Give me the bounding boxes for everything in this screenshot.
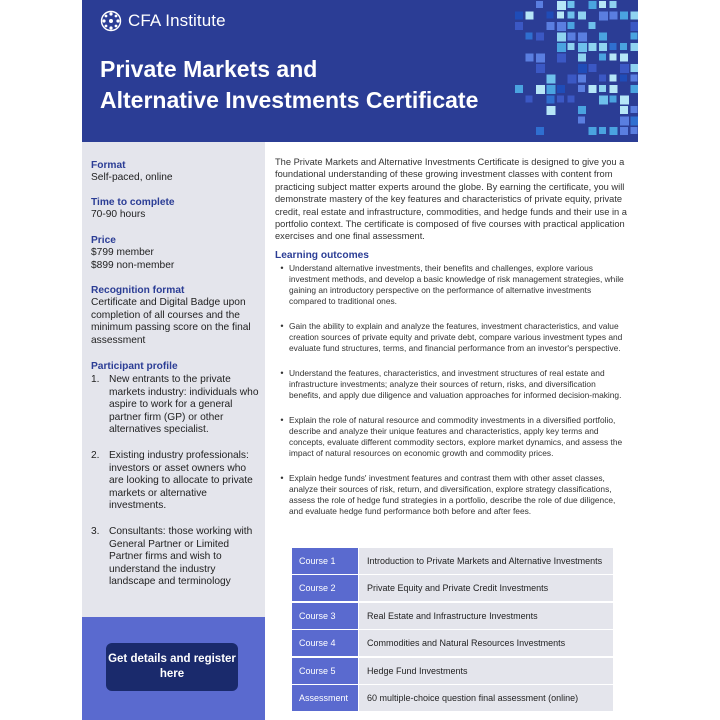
- mosaic-tile: [568, 22, 575, 29]
- list-item: 3. Consultants: those working with General Partner or Limited Partner firms and wish to understand the industry landscape and terminology: [91, 525, 253, 588]
- globe-logo-icon: [100, 10, 122, 32]
- mosaic-tile: [547, 96, 555, 104]
- mosaic-tile: [599, 96, 608, 105]
- list-item: • Explain the role of natural resource and commodity investments in a diversified portfolio, describe and analyze their unique features and characteristics, apply key terms and concepts, evaluate different commodity sectors, explore market dynamics, and assess the impact of natural resources on economic growth and commodity prices.: [275, 415, 627, 459]
- mosaic-tile: [620, 96, 629, 105]
- time-block: [91, 196, 259, 222]
- mosaic-tile: [631, 22, 639, 31]
- mosaic-tile: [620, 106, 628, 114]
- recognition-block: [91, 284, 259, 347]
- mosaic-tile: [557, 43, 566, 52]
- mosaic-tile: [578, 64, 587, 73]
- profile-label: Participant profile: [91, 361, 178, 372]
- bullet-icon: •: [280, 472, 284, 483]
- mosaic-tile: [557, 22, 566, 31]
- mosaic-tile: [610, 1, 617, 8]
- title-line-1: Private Markets and: [100, 56, 318, 82]
- mosaic-tile: [578, 117, 585, 124]
- bullet-icon: •: [280, 320, 284, 331]
- mosaic-tile: [631, 64, 639, 72]
- list-item: • Gain the ability to explain and analyze the features, investment characteristics, and value creation sources of private equity and private debt, compare various investment types and evaluate fund structures, terms, and financial performance from an investor's perspective.: [275, 321, 627, 354]
- mosaic-tile: [515, 22, 523, 30]
- mosaic-tile: [515, 85, 523, 93]
- mosaic-tile: [547, 85, 556, 94]
- title-line-2: Alternative Investments Certificate: [100, 87, 479, 113]
- main-content: [275, 156, 627, 531]
- mosaic-tile: [589, 43, 597, 51]
- mosaic-tile: [536, 64, 545, 73]
- mosaic-tile: [631, 12, 639, 20]
- mosaic-tile: [578, 43, 587, 52]
- table-row: Course 5 Hedge Fund Investments: [292, 658, 613, 685]
- mosaic-tile: [589, 64, 597, 72]
- mosaic-tile: [631, 75, 638, 82]
- mosaic-tile: [631, 85, 639, 93]
- mosaic-tile: [620, 54, 628, 62]
- mosaic-tile: [610, 54, 617, 61]
- mosaic-tile: [568, 1, 575, 8]
- mosaic-tile: [610, 127, 618, 135]
- mosaic-tile: [557, 33, 566, 42]
- page-title: [100, 54, 540, 116]
- mosaic-tile: [599, 1, 606, 8]
- mosaic-tile: [536, 127, 544, 135]
- mosaic-tile: [610, 96, 617, 103]
- learning-outcomes-heading: Learning outcomes: [275, 249, 369, 261]
- mosaic-tile: [557, 12, 564, 19]
- profile-list: [91, 374, 259, 589]
- mosaic-tile: [557, 54, 566, 63]
- mosaic-tile: [610, 75, 617, 82]
- mosaic-tile: [599, 75, 606, 82]
- format-block: [91, 159, 259, 185]
- recognition-value: Certificate and Digital Badge upon completion of all courses and the minimum passing score on the final assessment: [91, 297, 251, 346]
- mosaic-tile: [568, 96, 575, 103]
- mosaic-tile: [526, 12, 534, 20]
- mosaic-tile: [589, 22, 596, 29]
- mosaic-tile: [578, 54, 586, 62]
- mosaic-tile: [557, 85, 565, 93]
- mosaic-tile: [631, 117, 639, 126]
- list-item: 2. Existing industry professionals: investors or asset owners who are looking to allocate to private markets or alternative investments.: [91, 449, 253, 512]
- bullet-icon: •: [280, 414, 284, 425]
- table-row: Course 2 Private Equity and Private Credit Investments: [292, 575, 613, 602]
- table-row: Assessment 60 multiple-choice question final assessment (online): [292, 685, 613, 712]
- mosaic-tile: [599, 127, 606, 134]
- mosaic-tile: [557, 1, 566, 10]
- mosaic-tile: [631, 43, 639, 51]
- list-item: • Explain hedge funds' investment features and contrast them with other asset classes, analyze their sources of risk, return, and diversification, explore strategy classifications, assess the role of hedge fund strategies in a portfolio, describe the role of due diligence, and evaluate hedge fund performance both before and after fees.: [275, 473, 627, 517]
- table-row: Course 1 Introduction to Private Markets and Alternative Investments: [292, 548, 613, 575]
- mosaic-tile: [620, 64, 629, 73]
- table-row: Course 3 Real Estate and Infrastructure Investments: [292, 603, 613, 630]
- mosaic-tile: [568, 75, 577, 84]
- cta-panel: [82, 617, 265, 720]
- bullet-icon: •: [280, 367, 284, 378]
- mosaic-tile: [547, 12, 554, 19]
- mosaic-tile: [568, 43, 575, 50]
- mosaic-tile: [526, 54, 534, 62]
- profile-block: [91, 360, 259, 602]
- mosaic-tile: [547, 106, 556, 115]
- price-block: [91, 234, 259, 272]
- mosaic-tile: [578, 33, 587, 42]
- price-member: $799 member: [91, 247, 154, 258]
- cfa-logo: [100, 8, 226, 34]
- time-label: Time to complete: [91, 197, 175, 208]
- mosaic-tile: [578, 12, 586, 20]
- get-details-register-button[interactable]: Get details and register here: [106, 643, 238, 691]
- mosaic-tile: [620, 75, 627, 82]
- mosaic-tile: [620, 127, 628, 135]
- mosaic-tile: [610, 85, 618, 93]
- mosaic-tile: [589, 85, 597, 93]
- courses-table: [292, 548, 613, 712]
- price-label: Price: [91, 235, 116, 246]
- mosaic-tile: [515, 12, 523, 20]
- mosaic-tile: [547, 22, 555, 30]
- mosaic-tile: [599, 85, 606, 92]
- list-item: • Understand alternative investments, their benefits and challenges, explore various investment methods, and develop a basic knowledge of risk management strategies, while gaining an introductory perspective on the performance of alternative investments compared to traditional ones.: [275, 263, 627, 307]
- mosaic-tile: [620, 117, 629, 126]
- mosaic-tile: [568, 12, 575, 19]
- table-row: Course 4 Commodities and Natural Resources Investments: [292, 630, 613, 657]
- header-banner: [82, 0, 638, 142]
- mosaic-tile: [578, 75, 586, 83]
- price-nonmember: $899 non-member: [91, 259, 175, 271]
- mosaic-tile: [557, 96, 564, 103]
- recognition-label: Recognition format: [91, 285, 185, 296]
- intro-paragraph: The Private Markets and Alternative Investments Certificate is designed to give you a foundational understanding of these growing investment classes with content from practicing subject matter experts around the globe. By earning the certificate, you will demonstrate mastery of the key features and characteristics of private equity, private credit, real estate and infrastructure, commodities, and hedge funds and their use in a portfolio context. The certificate is composed of five courses with practical application exercises and one final assessment.: [275, 157, 627, 242]
- mosaic-tile: [610, 12, 618, 20]
- mosaic-tile: [610, 43, 617, 50]
- format-label: Format: [91, 160, 126, 171]
- mosaic-tile: [536, 1, 543, 8]
- mosaic-tile: [599, 54, 606, 61]
- mosaic-tile: [568, 33, 576, 41]
- list-item: • Understand the features, characteristics, and investment structures of real estate and infrastructure investments; analyze their sources of return, risks, and diversification benefits, and apply due diligence and valuation approaches for informed decision-making.: [275, 368, 627, 401]
- mosaic-tile: [631, 33, 638, 40]
- time-value: 70-90 hours: [91, 209, 146, 220]
- mosaic-tile: [526, 96, 533, 103]
- list-item: 1. New entrants to the private markets industry: individuals who aspire to work for a general partner firm (GP) or other alternatives specialist.: [91, 374, 259, 436]
- mosaic-tile: [536, 54, 545, 63]
- mosaic-tile: [526, 33, 533, 40]
- mosaic-tile: [599, 43, 607, 51]
- learning-outcomes-list: [275, 263, 627, 517]
- mosaic-tile: [631, 106, 638, 113]
- format-value: Self-paced, online: [91, 172, 173, 183]
- mosaic-tile: [589, 127, 597, 135]
- mosaic-tile: [620, 12, 628, 20]
- mosaic-tile: [631, 127, 638, 134]
- mosaic-tile: [599, 12, 608, 21]
- mosaic-tile: [578, 106, 586, 114]
- mosaic-tile: [536, 85, 545, 94]
- mosaic-tile: [589, 1, 597, 9]
- logo-text: CFA Institute: [128, 11, 226, 30]
- pixel-mosaic-decoration: [514, 0, 638, 142]
- mosaic-tile: [599, 33, 607, 41]
- bullet-icon: •: [280, 262, 284, 273]
- mosaic-tile: [547, 75, 556, 84]
- mosaic-tile: [620, 43, 627, 50]
- mosaic-tile: [536, 33, 544, 41]
- mosaic-tile: [578, 85, 585, 92]
